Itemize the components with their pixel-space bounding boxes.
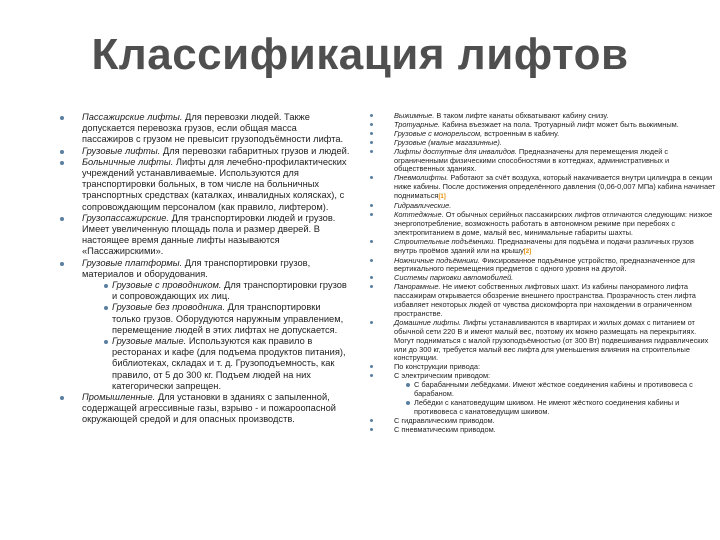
list-item: Грузовые платформы. Для транспортировки грузов, материалов и оборудования. Грузовые с проводником. Для транспортировки грузов и сопровождающих их лиц. Грузовые без проводника. Для транспортировки только грузов. Оборудуются наружным управлением, перемещение людей в этих лифтах не допускается. Грузовые малые. Используются как правило в ресторанах и кафе (для подъема продуктов питания), библиотеках, складах и т. д. Грузоподъемность, как правило, от 5 до 300 кг. Подъем людей на них категорически запрещен. — [60, 258, 350, 392]
sublist-item: Грузовые малые. Используются как правило в ресторанах и кафе (для подъема продуктов питания), библиотеках, складах и т. д. Грузоподъемность, как правило, от 5 до 300 кг. Подъем людей на них категорически запрещен. — [82, 336, 350, 392]
list-item: Ножничные подъёмники. Фиксированное подъёмное устройство, предназначенное для вертикального перемещения предметов с одного уровня на другой. — [370, 257, 716, 275]
list-item: С пневматическим приводом. — [370, 426, 716, 435]
list-item: Грузовые лифты. Для перевозки габаритных грузов и людей. — [60, 146, 350, 157]
sublist-item: Грузовые без проводника. Для транспортировки только грузов. Оборудуются наружным управлением, перемещение людей в этих лифтах не допускается. — [82, 302, 350, 336]
list-item: Грузовые (малые магазинные). — [370, 139, 716, 148]
list-item: Пневмолифты. Работают за счёт воздуха, который накачивается внутри цилиндра в секции ниже кабины. После достижения определённого давления (0,06-0,007 МПа) кабина начинает подниматься[1] — [370, 174, 716, 202]
footnote-ref[interactable]: [2] — [523, 248, 532, 255]
slide-title: Классификация лифтов — [91, 30, 629, 79]
list-item: Тротуарные. Кабина въезжает на пола. Тротуарный лифт может быть выжимным. — [370, 121, 716, 130]
list-item: Пассажирские лифты. Для перевозки людей. Также допускается перевозка грузов, если общая масса пассажиров с грузом не превысит грузоподъёмности лифта. — [60, 112, 350, 146]
footnote-ref[interactable]: [1] — [438, 194, 446, 201]
list-item: Гидравлические. — [370, 202, 716, 211]
sublist — [82, 280, 350, 392]
list-item: Домашние лифты. Лифты устанавливаются в квартирах и жилых домах с питанием от обычной сети 220 В и имеют малый вес, поэтому их можно размещать на перекрытиях. Могут подниматься с малой грузоподъёмностью (от 300 Вт) подвешивания гидравлических или до 300 кг, требуется малый вес лифта для уменьшения влияния на строительные конструкции. — [370, 319, 716, 364]
left-list — [60, 112, 350, 426]
sublist-item: С барабанными лебёдками. Имеют жёсткое соединения кабины и противовеса с барабаном. — [394, 381, 716, 399]
list-item: Коттеджные. От обычных серийных пассажирских лифтов отличаются следующим: низкое энергопотребление, возможность работать в автономном режиме при перебоях с электропитанием в доме, малый вес, минимальные габариты шахты. — [370, 211, 716, 238]
list-item: С гидравлическим приводом. — [370, 417, 716, 426]
right-list — [370, 112, 716, 435]
sublist-item: Грузовые с проводником. Для транспортировки грузов и сопровождающих их лиц. — [82, 280, 350, 302]
list-item: Строительные подъёмники. Предназначены для подъёма и подачи различных грузов внутрь проёмов зданий или на крышу[2] — [370, 238, 716, 257]
left-column — [60, 112, 350, 426]
list-item: Лифты доступные для инвалидов. Предназначены для перемещения людей с ограниченными физическими способностями в коттеджах, административных и общественных зданиях. — [370, 148, 716, 175]
list-item: Системы парковки автомобилей. — [370, 274, 716, 283]
list-item: Грузовые с монорельсом, встроенным в кабину. — [370, 130, 716, 139]
list-item: Промышленные. Для установки в зданиях с запыленной, содержащей агрессивные газы, взрыво - и пожароопасной окружающей средой и для опасных производств. — [60, 392, 350, 426]
list-item: Больничные лифты. Лифты для лечебно-профилактических учреждений устанавливаемые. Используются для транспортировки больных, в том числе на больничных транспортных средствах (каталках, инвалидных колясках), с сопровождающим персоналом (как правило, лифтером). — [60, 157, 350, 213]
list-item: По конструкции привода: — [370, 363, 716, 372]
sublist — [394, 381, 716, 417]
list-item: Панорамные. Не имеют собственных лифтовых шахт. Из кабины панорамного лифта пассажирам открывается обозрение внешнего пространства. Прозрачность стен лифта избавляет некоторых людей от чувства дискомфорта при нахождении в ограниченном пространстве. — [370, 283, 716, 319]
list-item: Грузопассажирские. Для транспортировки людей и грузов. Имеет увеличенную площадь пола и размер дверей. В настоящее время данные лифты называются «Пассажирскими». — [60, 213, 350, 258]
list-item: Выжимные. В таком лифте канаты обхватывают кабину снизу. — [370, 112, 716, 121]
list-item: С электрическим приводом: С барабанными лебёдками. Имеют жёсткое соединения кабины и противовеса с барабаном. Лебёдки с канатоведущим шкивом. Не имеют жёсткого соединения кабины и противовеса с канатоведущим шкивом. — [370, 372, 716, 417]
right-column — [370, 112, 716, 435]
sublist-item: Лебёдки с канатоведущим шкивом. Не имеют жёсткого соединения кабины и противовеса с канатоведущим шкивом. — [394, 399, 716, 417]
